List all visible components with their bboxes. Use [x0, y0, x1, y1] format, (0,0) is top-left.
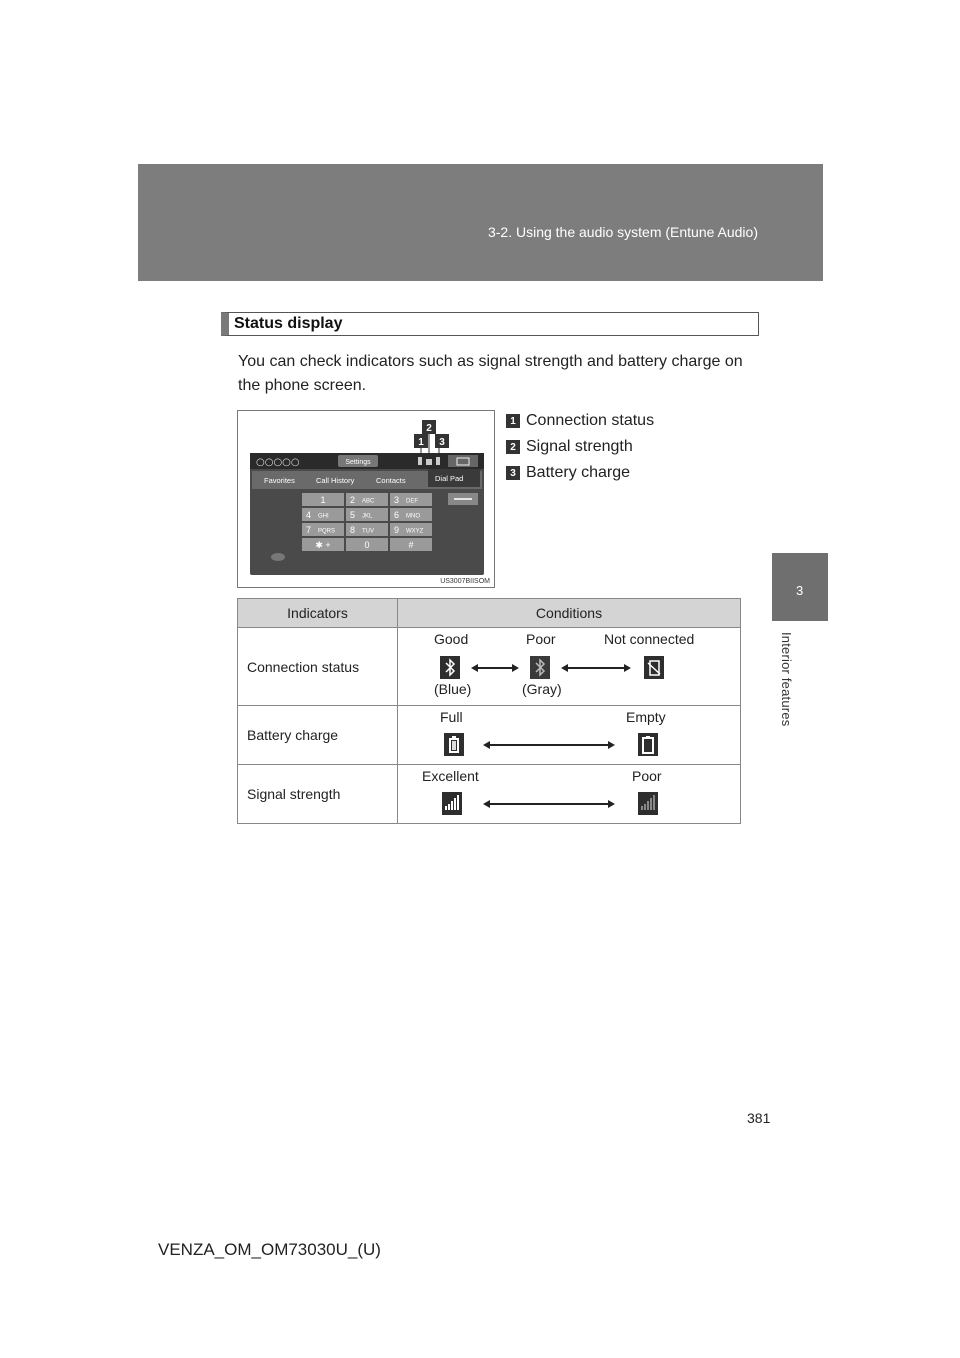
- signal-excellent-icon: [442, 792, 462, 815]
- intro-paragraph: You can check indicators such as signal strength and battery charge on the phone screen.: [238, 353, 743, 394]
- dial-key: [346, 493, 388, 506]
- callout-item: [506, 408, 654, 434]
- svg-text:Contacts: Contacts: [376, 476, 406, 485]
- condition-label: Excellent: [422, 768, 479, 784]
- transition-arrow: [564, 667, 628, 669]
- transition-arrow: [474, 667, 516, 669]
- svg-text:Settings: Settings: [345, 459, 371, 466]
- conditions-cell: [398, 765, 741, 824]
- chapter-label: Interior features: [779, 632, 794, 727]
- dial-key: [390, 493, 432, 506]
- dial-key-letters: GHI: [318, 513, 329, 520]
- svg-text:Call History: Call History: [316, 476, 355, 485]
- transition-arrow: [486, 744, 612, 746]
- condition-sublabel: (Blue): [434, 681, 472, 697]
- dial-key: [390, 538, 432, 551]
- dial-key-digit: 9: [394, 525, 400, 535]
- condition-sublabel: (Gray): [522, 681, 562, 697]
- header-band: [138, 164, 823, 281]
- phone-not-connected-icon: [644, 656, 664, 679]
- condition-label: Full: [440, 709, 463, 725]
- dial-key-letters: TUV: [362, 528, 374, 535]
- callout-number: 2: [506, 440, 520, 454]
- condition-label: Poor: [526, 631, 556, 647]
- callout-text: Connection status: [526, 412, 655, 429]
- callout-item: [506, 460, 654, 486]
- dial-key-letters: MNO: [406, 513, 420, 520]
- callout-list: [506, 408, 654, 486]
- dial-key: [302, 523, 344, 536]
- dial-key-letters: WXYZ: [406, 528, 424, 535]
- indicator-name: Battery charge: [238, 706, 398, 765]
- dial-key-digit: #: [408, 540, 414, 550]
- page-number: 381: [747, 1110, 771, 1126]
- dial-key-letters: DEF: [406, 498, 418, 505]
- dial-key-digit: 0: [364, 540, 370, 550]
- bluetooth-blue-icon: [440, 656, 460, 679]
- phone-screen-illustration: [238, 411, 494, 587]
- callout-item: [506, 434, 654, 460]
- dial-key-letters: JKL: [362, 513, 373, 520]
- marker-3: [435, 434, 449, 455]
- dial-key: [390, 508, 432, 521]
- dial-key: [302, 493, 344, 506]
- chapter-tab: [772, 553, 828, 621]
- conditions-cell: [398, 706, 741, 765]
- callout-number: 1: [506, 414, 520, 428]
- dial-key: [302, 508, 344, 521]
- marker-1: [414, 434, 428, 455]
- dial-key-digit: 5: [350, 510, 356, 520]
- svg-text:1: 1: [418, 437, 424, 448]
- section-heading: [221, 312, 759, 336]
- column-header-conditions: Conditions: [398, 599, 741, 628]
- dial-key-digit: 3: [394, 495, 400, 505]
- indicator-name: Signal strength: [238, 765, 398, 824]
- dial-key: [302, 538, 344, 551]
- table-row: [238, 765, 741, 824]
- bluetooth-gray-icon: [530, 656, 550, 679]
- dial-key: [390, 523, 432, 536]
- dial-key-digit: 4: [306, 510, 312, 520]
- indicators-table: [237, 598, 741, 824]
- dial-key: [346, 508, 388, 521]
- conditions-cell: [398, 628, 741, 706]
- dial-key: [346, 538, 388, 551]
- battery-full-icon: [444, 733, 464, 756]
- transition-arrow: [486, 803, 612, 805]
- dial-key-letters: PQRS: [318, 528, 336, 535]
- dial-key: [346, 523, 388, 536]
- callout-number: 3: [506, 466, 520, 480]
- svg-text:2: 2: [426, 423, 432, 434]
- table-row: [238, 706, 741, 765]
- dial-key-digit: 7: [306, 525, 312, 535]
- battery-empty-icon: [638, 733, 658, 756]
- dial-key-digit: ✱ +: [315, 540, 331, 550]
- condition-label: Good: [434, 631, 469, 647]
- section-title: 3-2. Using the audio system (Entune Audio): [487, 224, 758, 240]
- callout-text: Battery charge: [526, 464, 631, 481]
- column-header-indicators: Indicators: [238, 599, 398, 628]
- dial-key-digit: 2: [350, 495, 356, 505]
- figure-caption: US3007BIISOM: [440, 578, 490, 585]
- condition-label: Not connected: [604, 631, 695, 647]
- condition-label: Poor: [632, 768, 662, 784]
- section-heading-text: Status display: [234, 315, 343, 332]
- condition-label: Empty: [626, 709, 666, 725]
- svg-text:Dial Pad: Dial Pad: [435, 474, 464, 483]
- svg-text:Favorites: Favorites: [264, 476, 295, 485]
- phone-screen-figure: [237, 410, 495, 588]
- dial-key-digit: 6: [394, 510, 400, 520]
- svg-text:○○○○○: ○○○○○: [256, 457, 300, 468]
- indicator-name: Connection status: [238, 628, 398, 706]
- table-header-row: [238, 599, 741, 628]
- dial-key-digit: 8: [350, 525, 356, 535]
- signal-poor-icon: [638, 792, 658, 815]
- table-row: [238, 628, 741, 706]
- document-code: VENZA_OM_OM73030U_(U): [158, 1240, 381, 1259]
- callout-text: Signal strength: [526, 438, 633, 455]
- svg-text:3: 3: [439, 437, 445, 448]
- dial-key-digit: 1: [320, 495, 326, 505]
- chapter-number: 3: [796, 583, 804, 598]
- dial-key-letters: ABC: [362, 498, 375, 505]
